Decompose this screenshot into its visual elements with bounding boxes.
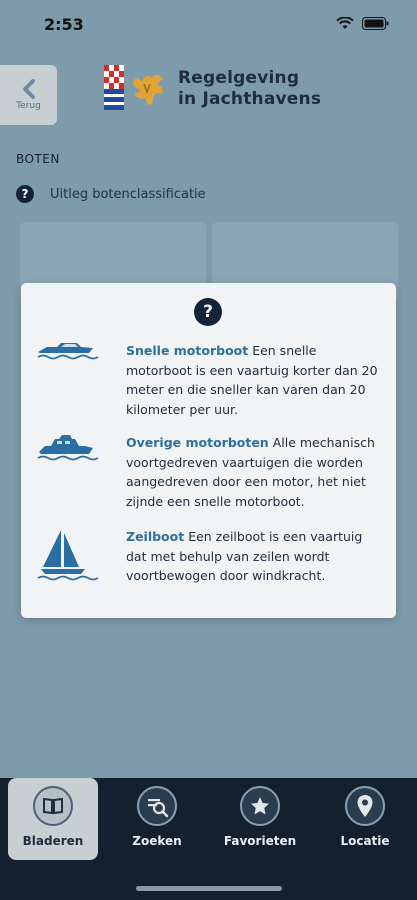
zeeland-flag-logo <box>104 65 124 113</box>
info-link[interactable] <box>16 185 206 203</box>
tab-label: Favorieten <box>223 834 297 848</box>
battery-icon <box>362 17 389 30</box>
entry-text: Een zeilboot is een vaartuig dat met behulp van zeilen wordt voortbewogen door windkracht. <box>126 529 363 583</box>
entry-text: Een snelle motorboot is een vaartuig korter dan 20 meter en die sneller kan varen dan 20 kilometer per uur. <box>126 343 378 417</box>
wifi-icon <box>336 17 354 30</box>
entry-description <box>126 433 386 511</box>
tab-icon-circle <box>345 786 385 826</box>
app-header <box>104 65 321 113</box>
app-title-line2: in Jachthavens <box>178 89 322 109</box>
tab-label: Bladeren <box>22 834 84 848</box>
book-icon <box>42 797 64 815</box>
app-title <box>178 68 321 110</box>
classification-dialog <box>21 283 396 618</box>
star-icon <box>249 795 271 817</box>
status-bar <box>0 0 417 46</box>
sailboat-icon <box>35 527 99 581</box>
entry-name: Overige motorboten <box>126 435 269 450</box>
info-link-label: Uitleg botenclassificatie <box>50 186 206 202</box>
speedboat-icon <box>35 341 99 363</box>
back-button[interactable] <box>0 65 57 125</box>
entry-name: Zeilboot <box>126 529 185 544</box>
question-icon: ? <box>194 298 222 326</box>
tab-icon-circle <box>33 786 73 826</box>
tab-bar <box>0 778 417 900</box>
tab-label: Zoeken <box>132 834 182 848</box>
app-title-line1: Regelgeving <box>178 68 300 88</box>
entry-description <box>126 341 386 419</box>
tab-zoeken[interactable] <box>112 778 202 860</box>
tab-icon-circle <box>137 786 177 826</box>
back-label: Terug <box>16 101 41 111</box>
tab-locatie[interactable] <box>320 778 410 860</box>
section-title: BOTEN <box>16 152 60 166</box>
location-pin-icon <box>356 794 374 818</box>
motorboat-icon <box>35 433 99 465</box>
entry-name: Snelle motorboot <box>126 343 249 358</box>
question-icon: ? <box>16 185 34 203</box>
chevron-left-icon <box>21 79 37 99</box>
entry-text: Alle mechanisch voortgedreven vaartuigen die worden aangedreven door een motor, het niet zijnde een snelle motorboot. <box>126 435 375 509</box>
home-indicator <box>136 886 282 891</box>
status-time: 2:53 <box>44 14 84 34</box>
search-icon <box>145 794 169 818</box>
tab-icon-circle <box>240 786 280 826</box>
entry-description <box>126 527 386 586</box>
tab-bladeren[interactable] <box>8 778 98 860</box>
tab-favorieten[interactable] <box>215 778 305 860</box>
tab-label: Locatie <box>340 834 390 848</box>
lion-emblem-logo <box>130 68 166 110</box>
status-icons <box>336 17 389 30</box>
